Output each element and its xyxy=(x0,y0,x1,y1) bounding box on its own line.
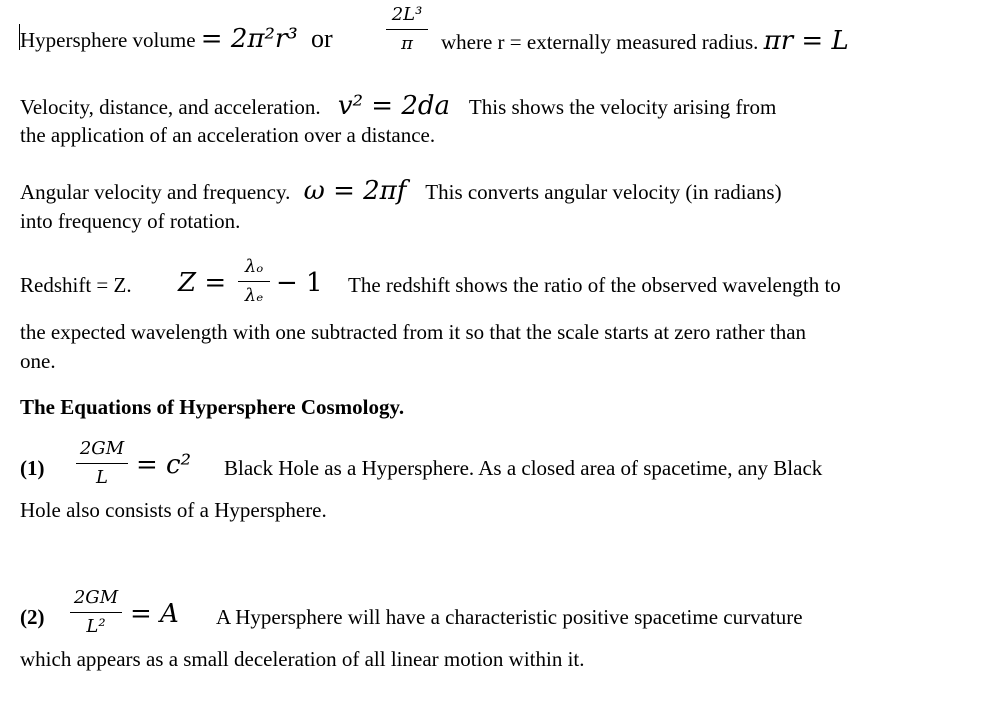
redshift-rhs: − 1 xyxy=(276,268,323,298)
redshift-label: Redshift = Z. xyxy=(20,273,132,297)
angular-velocity-equation: ω = 2πf xyxy=(303,176,407,206)
fraction-bar xyxy=(386,29,428,30)
equation-2-denominator: L² xyxy=(86,616,106,637)
volume-fraction-denominator: π xyxy=(401,33,413,54)
equation-2-text: A Hypersphere will have a characteristic positive spacetime curvature xyxy=(216,605,803,629)
redshift-line-2: the expected wavelength with one subtracted from it so that the scale starts at zero rather than xyxy=(20,320,807,344)
redshift-label-line xyxy=(20,275,132,296)
equation-2-fraction xyxy=(70,589,122,636)
radius-equation: πr = L xyxy=(763,26,849,56)
volume-fraction-numerator: 2L³ xyxy=(391,4,423,25)
equation-1-text: Black Hole as a Hypersphere. As a closed area of spacetime, any Black xyxy=(224,456,823,480)
velocity-explanation: This shows the velocity arising from xyxy=(468,95,777,119)
velocity-label: Velocity, distance, and acceleration. xyxy=(20,95,321,119)
section-heading: The Equations of Hypersphere Cosmology. xyxy=(20,395,405,419)
angular-velocity-explanation: This converts angular velocity (in radians) xyxy=(425,180,782,204)
equation-1-rhs: = c² xyxy=(136,450,192,480)
angular-velocity-line xyxy=(20,178,782,204)
equation-1-numerator: 2GM xyxy=(79,438,125,459)
redshift-equation-rhs xyxy=(276,270,323,296)
fraction-bar xyxy=(238,281,270,282)
equation-1-text-2: Hole also consists of a Hypersphere. xyxy=(20,498,327,522)
fraction-bar xyxy=(70,612,122,613)
equation-1-rhs-line xyxy=(136,452,191,478)
angular-velocity-label: Angular velocity and frequency. xyxy=(20,180,291,204)
equation-2-rhs: = A xyxy=(130,599,179,629)
hypersphere-volume-line xyxy=(20,26,333,52)
redshift-fraction-numerator: λₒ xyxy=(244,256,264,277)
hypersphere-volume-label: Hypersphere volume xyxy=(20,28,196,52)
equation-1-label: (1) xyxy=(20,456,45,480)
equation-1-denominator: L xyxy=(96,467,108,488)
redshift-fraction xyxy=(238,258,270,305)
velocity-equation: v² = 2da xyxy=(337,91,451,121)
velocity-line-2: the application of an acceleration over a distance. xyxy=(20,123,436,147)
radius-definition xyxy=(441,28,849,54)
velocity-line xyxy=(20,93,776,119)
redshift-explanation: The redshift shows the ratio of the observed wavelength to xyxy=(348,273,841,297)
equation-1-fraction xyxy=(76,440,128,487)
equation-2-rhs-line xyxy=(130,601,179,627)
redshift-lhs: Z = xyxy=(178,268,227,298)
redshift-fraction-denominator: λₑ xyxy=(244,285,264,306)
redshift-equation-lhs xyxy=(178,270,226,296)
or-word: or xyxy=(311,24,333,53)
equation-2-numerator: 2GM xyxy=(73,587,119,608)
equation-2-text-2: which appears as a small deceleration of all linear motion within it. xyxy=(20,647,585,671)
angular-velocity-line-2: into frequency of rotation. xyxy=(20,209,241,233)
fraction-bar xyxy=(76,463,128,464)
volume-equation: = 2π²r³ xyxy=(200,24,298,54)
redshift-line-3: one. xyxy=(20,349,56,373)
radius-definition-text: where r = externally measured radius. xyxy=(441,30,759,54)
equation-2-label: (2) xyxy=(20,605,45,629)
volume-fraction xyxy=(386,6,428,53)
